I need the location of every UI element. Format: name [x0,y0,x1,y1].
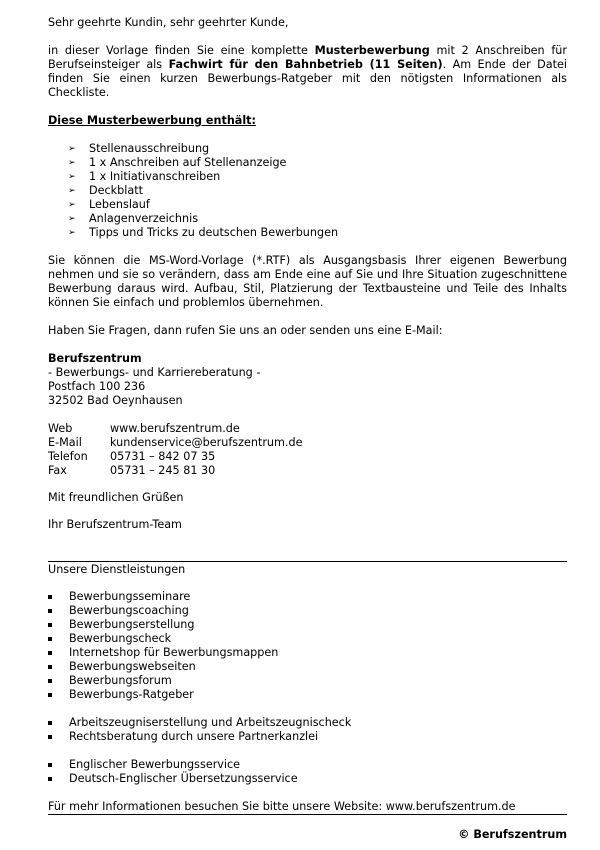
square-bullet-icon [48,721,52,725]
contact-row [48,464,567,478]
contact-label: Fax [48,464,67,477]
contents-item-text: Anlagenverzeichnis [89,212,199,225]
contents-item [68,212,567,226]
square-bullet-icon [48,609,52,613]
service-item-text: Arbeitszeugniserstellung und Arbeitszeugnischeck [69,716,352,729]
service-item [48,646,567,660]
contents-heading: Diese Musterbewerbung enthält: [48,114,257,127]
service-item-text: Deutsch-Englischer Übersetzungsservice [69,772,298,785]
service-item [48,772,567,786]
service-item-text: Bewerbungserstellung [69,618,195,631]
contents-list [48,142,567,240]
contact-label: Web [48,422,73,435]
square-bullet-icon [48,735,52,739]
services-section [48,563,567,814]
questions-paragraph: Haben Sie Fragen, dann rufen Sie uns an oder senden uns eine E-Mail: [48,324,443,337]
usage-paragraph: Sie können die MS-Word-Vorlage (*.RTF) als Ausgangsbasis Ihrer eigenen Bewerbung nehmen und sie so verändern, dass am Ende eine auf Sie und Ihre Situation zugeschnittene Bewerbung daraus wird. Aufbau, Stil, Platzierung der Textbausteine und Teile des Inhalts können Sie einfach und problemlos übernehmen. [48,254,567,309]
service-item [48,688,567,702]
contact-value: www.berufszentrum.de [110,422,240,435]
arrow-bullet-icon: ➢ [68,200,76,210]
contents-item-text: Tipps und Tricks zu deutschen Bewerbungen [89,226,339,239]
contact-value: 05731 – 842 07 35 [110,450,216,463]
contents-item [68,198,567,212]
services-heading: Unsere Dienstleistungen [48,563,186,576]
service-item-text: Bewerbungswebseiten [69,660,196,673]
services-list [48,758,567,786]
square-bullet-icon [48,637,52,641]
letter-page [48,16,567,532]
contents-item [68,170,567,184]
arrow-bullet-icon: ➢ [68,214,76,224]
service-item [48,758,567,772]
arrow-bullet-icon: ➢ [68,172,76,182]
contents-item [68,226,567,240]
service-item [48,632,567,646]
square-bullet-icon [48,665,52,669]
service-item [48,604,567,618]
arrow-bullet-icon: ➢ [68,144,76,154]
closing: Mit freundlichen Grüßen [48,491,184,504]
contents-item [68,142,567,156]
service-item-text: Bewerbungsforum [69,674,172,687]
square-bullet-icon [48,679,52,683]
contact-block [48,422,567,478]
service-item-text: Englischer Bewerbungsservice [69,758,241,771]
service-item-text: Bewerbungs-Ratgeber [69,688,194,701]
service-item-text: Bewerbungscoaching [69,604,189,617]
contents-item [68,184,567,198]
square-bullet-icon [48,651,52,655]
company-city: 32502 Bad Oeynhausen [48,394,183,407]
contents-item-text: 1 x Initiativanschreiben [89,170,221,183]
contents-item-text: Lebenslauf [89,198,150,211]
service-item [48,674,567,688]
service-item [48,590,567,604]
more-info: Für mehr Informationen besuchen Sie bitte unsere Website: www.berufszentrum.de [48,800,516,813]
signature: Ihr Berufszentrum-Team [48,518,182,531]
services-list [48,716,567,744]
square-bullet-icon [48,777,52,781]
service-item-text: Internetshop für Bewerbungsmappen [69,646,279,659]
salutation: Sehr geehrte Kundin, sehr geehrter Kunde, [48,16,289,29]
arrow-bullet-icon: ➢ [68,228,76,238]
contact-label: Telefon [48,450,88,463]
contents-item [68,156,567,170]
contents-item-text: Stellenausschreibung [89,142,210,155]
company-name: Berufszentrum [48,352,142,365]
divider-top [48,561,567,562]
square-bullet-icon [48,763,52,767]
contact-value: kundenservice@berufszentrum.de [110,436,303,449]
arrow-bullet-icon: ➢ [68,186,76,196]
service-item [48,618,567,632]
square-bullet-icon [48,595,52,599]
service-item [48,660,567,674]
contents-item-text: Deckblatt [89,184,143,197]
contact-row [48,436,567,450]
company-postbox: Postfach 100 236 [48,380,146,393]
square-bullet-icon [48,693,52,697]
company-address [48,352,567,408]
company-tagline: - Bewerbungs- und Karriereberatung - [48,366,261,379]
services-list [48,590,567,702]
service-item [48,716,567,730]
contact-label: E-Mail [48,436,82,449]
divider-bottom [48,814,567,815]
arrow-bullet-icon: ➢ [68,158,76,168]
service-item-text: Rechtsberatung durch unsere Partnerkanzlei [69,730,319,743]
contact-row [48,450,567,464]
square-bullet-icon [48,623,52,627]
service-item-text: Bewerbungsseminare [69,590,191,603]
service-item-text: Bewerbungscheck [69,632,172,645]
copyright: © Berufszentrum [458,828,567,841]
service-item [48,730,567,744]
contents-item-text: 1 x Anschreiben auf Stellenanzeige [89,156,287,169]
contact-row [48,422,567,436]
contact-value: 05731 – 245 81 30 [110,464,216,477]
intro-paragraph: in dieser Vorlage finden Sie eine komplette Musterbewerbung mit 2 Anschreiben für Berufseinsteiger als Fachwirt für den Bahnbetrieb (11 Seiten). Am Ende der Datei finden Sie einen kurzen Bewerbungs-Ratgeber mit den nötigsten Informationen als Checkliste. [48,44,567,99]
